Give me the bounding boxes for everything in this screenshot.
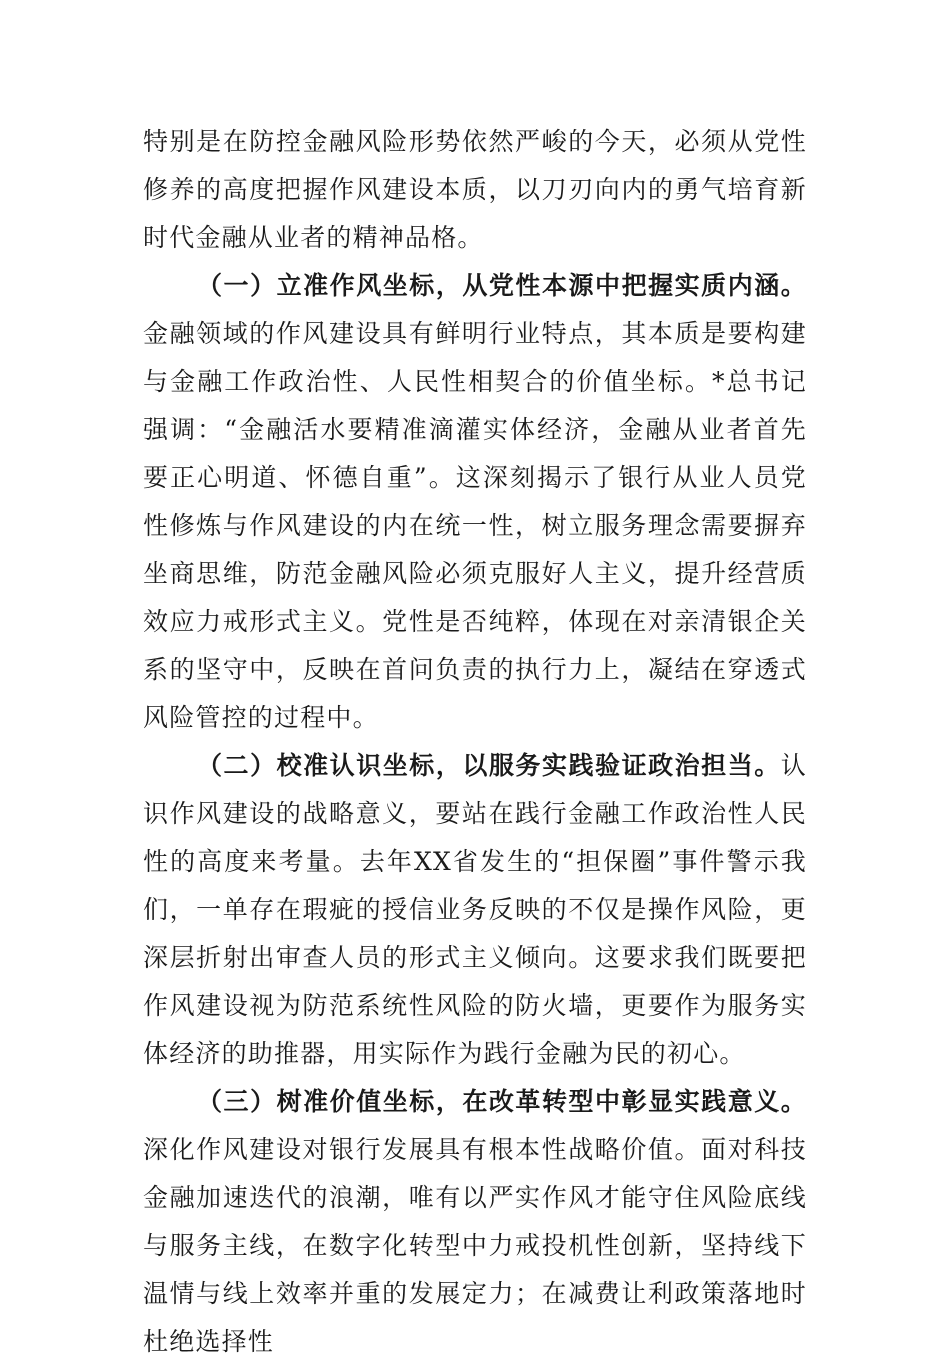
section-heading: （一）立准作风坐标，从党性本源中把握实质内涵。 [197, 271, 807, 300]
paragraph-intro [143, 118, 807, 262]
paragraph-text: 深化作风建设对银行发展具有根本性战略价值。面对科技金融加速迭代的浪潮，唯有以严实作风才能守住风险底线与服务主线，在数字化转型中力戒投机性创新，坚持线下温情与线上效率并重的发展定力；在减费让利政策落地时杜绝选择性 [143, 1135, 807, 1356]
paragraph-section-3 [143, 1078, 807, 1366]
paragraph-text: 特别是在防控金融风险形势依然严峻的今天，必须从党性修养的高度把握作风建设本质，以刀刃向内的勇气培育新时代金融从业者的精神品格。 [143, 127, 807, 252]
paragraph-section-1 [143, 262, 807, 742]
section-heading: （二）校准认识坐标，以服务实践验证政治担当。 [197, 751, 781, 780]
section-heading: （三）树准价值坐标，在改革转型中彰显实践意义。 [197, 1087, 807, 1116]
paragraph-section-2 [143, 742, 807, 1078]
paragraph-text: 金融领域的作风建设具有鲜明行业特点，其本质是要构建与金融工作政治性、人民性相契合的价值坐标。*总书记强调：“金融活水要精准滴灌实体经济，金融从业者首先要正心明道、怀德自重”。这深刻揭示了银行从业人员党性修炼与作风建设的内在统一性，树立服务理念需要摒弃坐商思维，防范金融风险必须克服好人主义，提升经营质效应力戒形式主义。党性是否纯粹，体现在对亲清银企关系的坚守中，反映在首问负责的执行力上，凝结在穿透式风险管控的过程中。 [143, 319, 807, 732]
paragraph-text: 认识作风建设的战略意义，要站在践行金融工作政治性人民性的高度来考量。去年XX省发生的“担保圈”事件警示我们，一单存在瑕疵的授信业务反映的不仅是操作风险，更深层折射出审查人员的形式主义倾向。这要求我们既要把作风建设视为防范系统性风险的防火墙，更要作为服务实体经济的助推器，用实际作为践行金融为民的初心。 [143, 751, 807, 1068]
document-body [143, 118, 807, 1366]
